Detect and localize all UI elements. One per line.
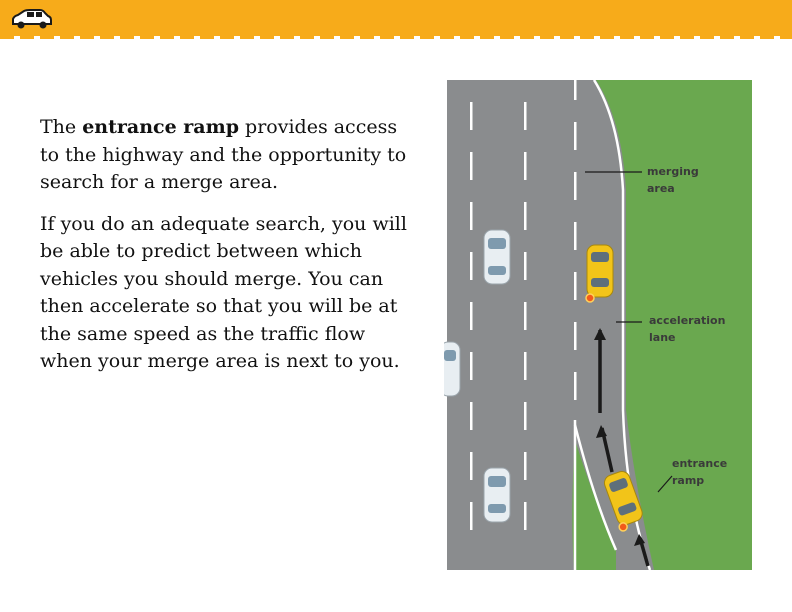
white-car-3 [444,342,460,396]
merging-area-label-line1: merging [647,165,699,178]
entrance-ramp-label-line1: entrance [672,457,728,470]
paragraph-search: If you do an adequate search, you will be able to predict between which vehicles you should merge. You can then accelerate so that you will be at the same speed as the traffic flow when your merge area is next to you. [40,212,407,372]
header-bar [0,0,792,36]
header-dashed-border [0,36,792,39]
acceleration-lane-label-line2: lane [649,331,676,344]
yellow-car-merging [586,245,613,302]
body-text [40,114,410,390]
acceleration-lane-label-line1: acceleration [649,314,726,327]
entrance-ramp-term: entrance ramp [82,116,239,138]
white-car-2 [484,468,510,522]
white-car-1 [484,230,510,284]
entrance-ramp-label-line2: ramp [672,474,705,487]
highway-merge-diagram [444,80,752,570]
car-icon [10,8,54,30]
merging-area-label-line2: area [647,182,675,195]
left-edge-line [444,80,447,570]
paragraph-entrance-ramp: The entrance ramp provides access to the highway and the opportunity to search for a merge area. [40,116,407,193]
